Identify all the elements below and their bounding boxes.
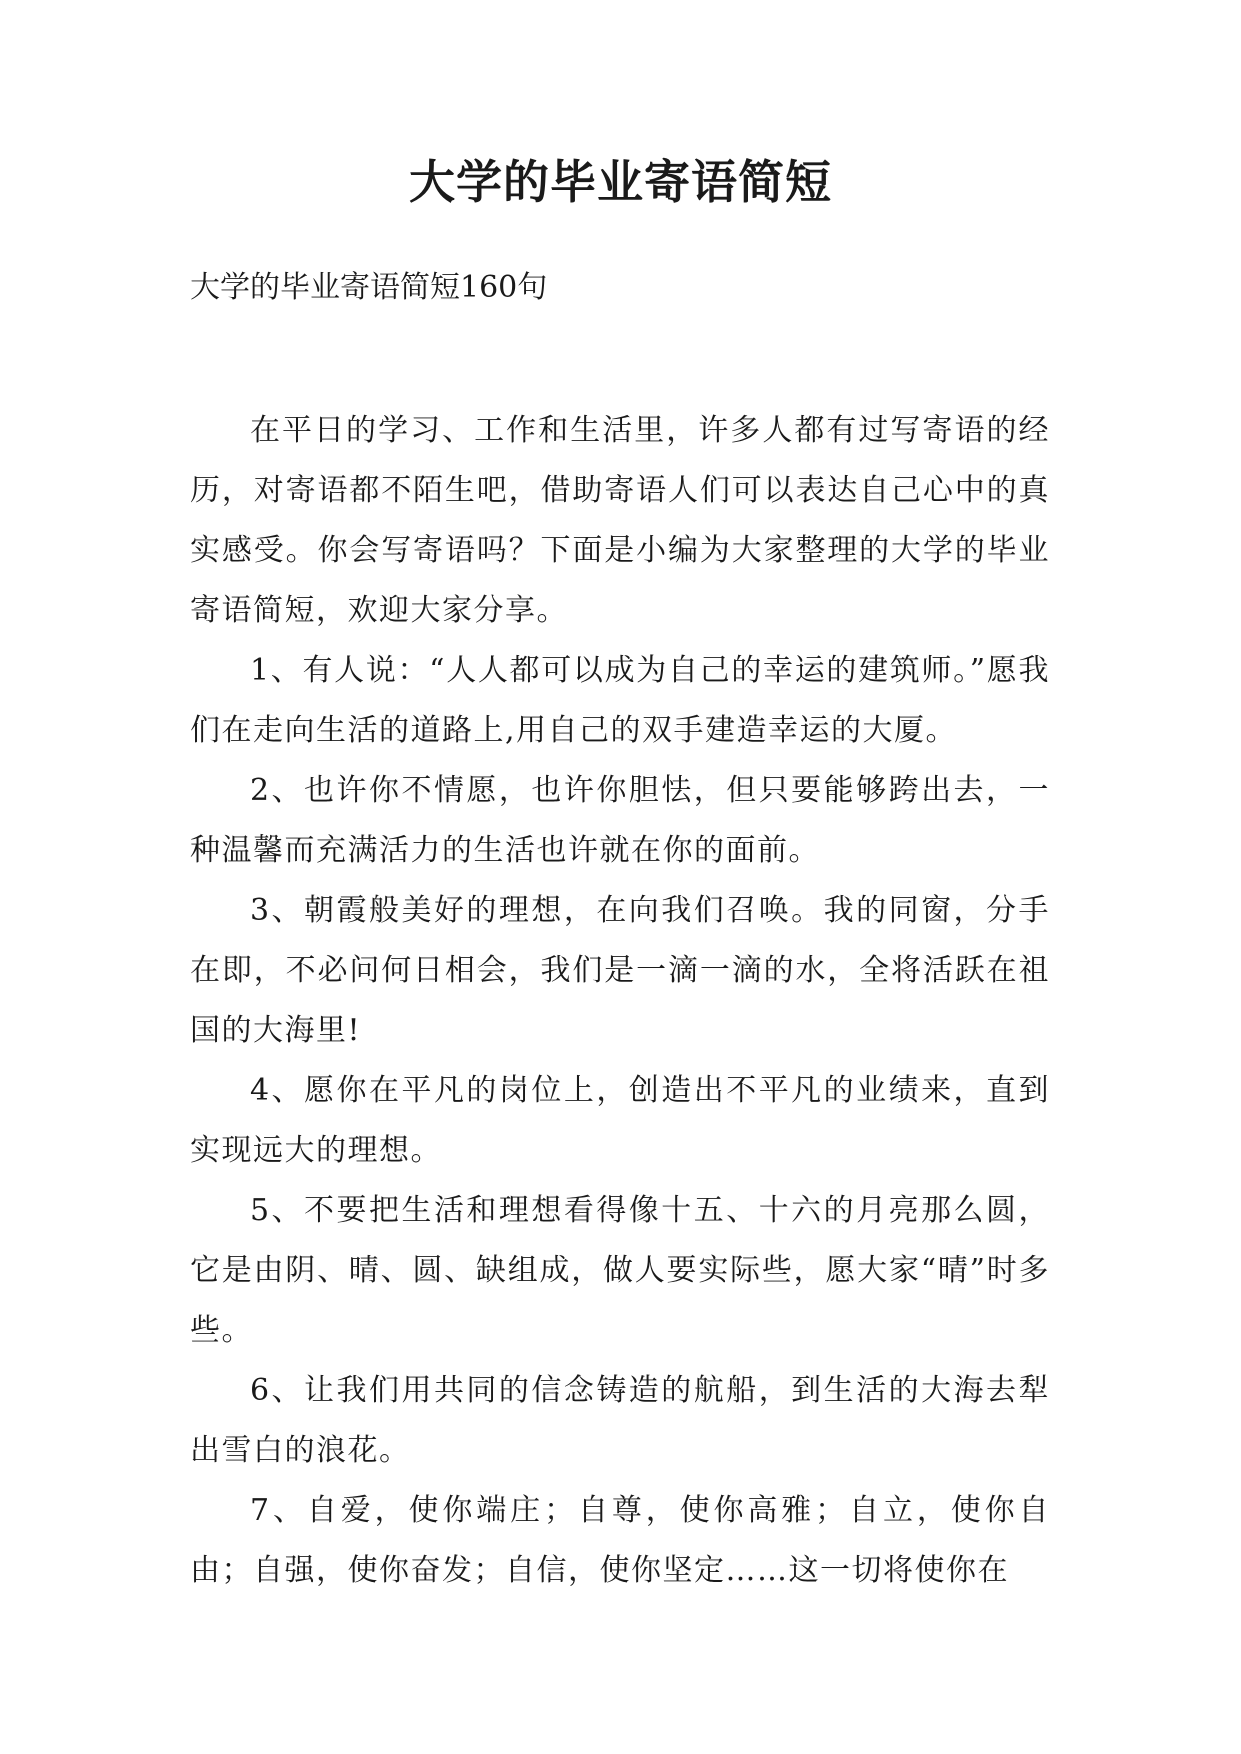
paragraph-item-5: 5、不要把生活和理想看得像十五、十六的月亮那么圆，它是由阴、晴、圆、缺组成，做人要实际些，愿大家“晴”时多些。 [190,1193,1050,1348]
paragraph-item-2: 2、也许你不情愿，也许你胆怯，但只要能够跨出去，一种温馨而充满活力的生活也许就在你的面前。 [190,773,1050,868]
document-body [190,401,1050,1601]
paragraph-intro: 在平日的学习、工作和生活里，许多人都有过写寄语的经历，对寄语都不陌生吧，借助寄语人们可以表达自己心中的真实感受。你会写寄语吗？下面是小编为大家整理的大学的毕业寄语简短，欢迎大家分享。 [190,413,1050,628]
paragraph-item-6: 6、让我们用共同的信念铸造的航船，到生活的大海去犁出雪白的浪花。 [190,1373,1050,1468]
paragraph-item-3: 3、朝霞般美好的理想，在向我们召唤。我的同窗，分手在即，不必问何日相会，我们是一滴一滴的水，全将活跃在祖国的大海里! [190,893,1050,1048]
paragraph-item-4: 4、愿你在平凡的岗位上，创造出不平凡的业绩来，直到实现远大的理想。 [190,1073,1050,1168]
document-title: 大学的毕业寄语简短 [409,155,832,209]
document-subtitle: 大学的毕业寄语简短160句 [190,270,548,305]
paragraph-item-1: 1、有人说：“人人都可以成为自己的幸运的建筑师。”愿我们在走向生活的道路上,用自己的双手建造幸运的大厦。 [190,653,1050,748]
paragraph-item-7: 7、自爱，使你端庄；自尊，使你高雅；自立，使你自由；自强，使你奋发；自信，使你坚定……这一切将使你在 [190,1493,1050,1588]
